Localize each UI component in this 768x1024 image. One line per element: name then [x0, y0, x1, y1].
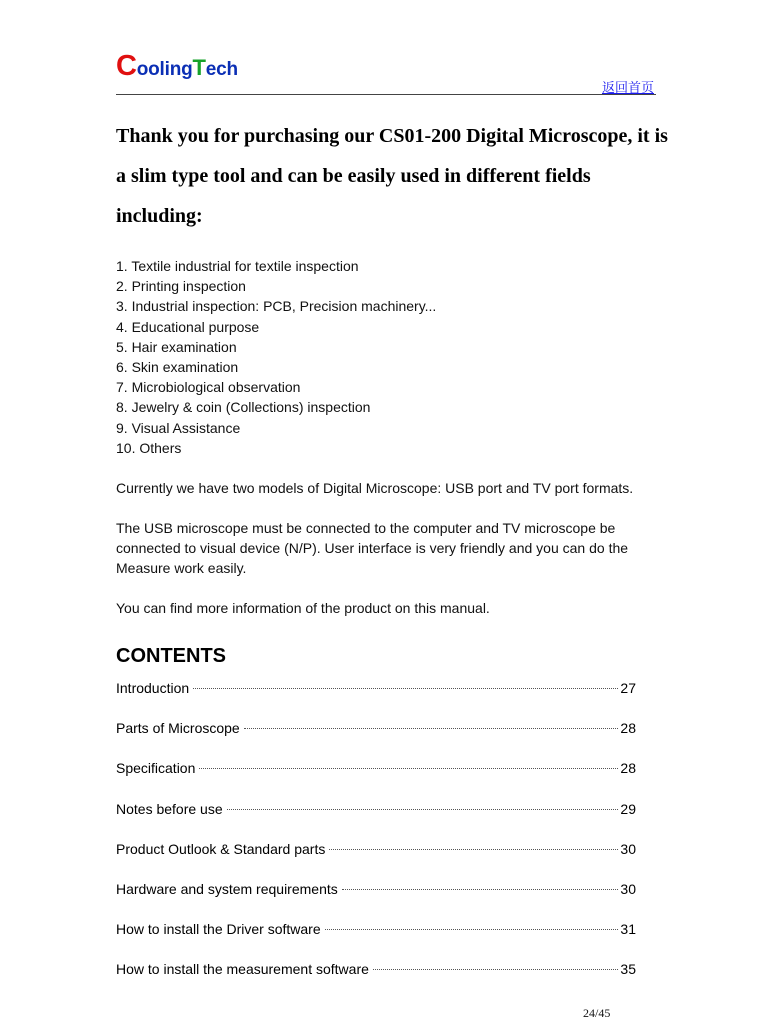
toc-leader: [325, 929, 619, 930]
toc-label: How to install the measurement software: [116, 961, 369, 978]
toc-page: 30: [620, 840, 636, 857]
coolingtech-logo: CoolingTech: [116, 50, 238, 82]
toc-leader: [329, 849, 618, 850]
toc-leader: [193, 688, 618, 689]
list-item: 8. Jewelry & coin (Collections) inspection: [116, 399, 371, 416]
toc-item-notes[interactable]: [116, 799, 636, 839]
intro-heading: Thank you for purchasing our CS01-200 Digital Microscope, it is a slim type tool and can be easily used in different fields including:: [116, 125, 668, 227]
toc-label: Parts of Microscope: [116, 720, 240, 737]
list-item: 2. Printing inspection: [116, 278, 246, 295]
toc-leader: [199, 768, 618, 769]
page-number: 24/45: [583, 1006, 611, 1020]
page-header: [0, 0, 768, 96]
toc-item-outlook[interactable]: [116, 839, 636, 879]
toc-leader: [342, 889, 619, 890]
list-item: 9. Visual Assistance: [116, 419, 241, 436]
return-home-link[interactable]: 返回首页: [601, 81, 654, 96]
toc-page: 28: [620, 760, 636, 777]
header-divider: [116, 94, 656, 95]
toc-label: Specification: [116, 760, 196, 777]
list-item: 5. Hair examination: [116, 338, 237, 355]
toc-item-introduction[interactable]: [116, 678, 636, 718]
list-item: 10. Others: [116, 439, 182, 456]
models-paragraph: Currently we have two models of Digital Microscope: USB port and TV port formats.: [116, 480, 634, 496]
toc-page: 31: [620, 921, 636, 938]
list-item: 3. Industrial inspection: PCB, Precision machinery...: [116, 298, 437, 315]
toc-leader: [373, 969, 619, 970]
toc-item-specification[interactable]: [116, 758, 636, 798]
toc-item-parts[interactable]: [116, 718, 636, 758]
toc-leader: [244, 728, 619, 729]
toc-item-hardware[interactable]: [116, 879, 636, 919]
list-item: 1. Textile industrial for textile inspection: [116, 258, 359, 274]
application-fields-list: [116, 256, 436, 458]
list-item: 6. Skin examination: [116, 359, 239, 376]
toc-page: 30: [620, 880, 636, 897]
toc-page: 35: [620, 961, 636, 978]
more-info-paragraph: You can find more information of the product on this manual.: [116, 600, 490, 616]
toc-item-measurement[interactable]: [116, 959, 636, 999]
toc-label: Hardware and system requirements: [116, 880, 338, 897]
toc-page: 28: [620, 720, 636, 737]
toc-leader: [227, 809, 619, 810]
toc-label: Notes before use: [116, 800, 223, 817]
toc-page: 29: [620, 800, 636, 817]
toc-label: How to install the Driver software: [116, 921, 321, 938]
toc-label: Product Outlook & Standard parts: [116, 840, 326, 857]
list-item: 4. Educational purpose: [116, 318, 260, 335]
toc-label: Introduction: [116, 680, 190, 696]
toc-page: 27: [620, 680, 636, 696]
connection-paragraph: The USB microscope must be connected to the computer and TV microscope be connected to visual device (N/P). User interface is very friendly and you can do the Measure work easily.: [116, 520, 629, 576]
list-item: 7. Microbiological observation: [116, 379, 301, 396]
toc-item-driver[interactable]: [116, 919, 636, 959]
table-of-contents: [116, 678, 636, 1000]
contents-heading: CONTENTS: [116, 645, 226, 667]
